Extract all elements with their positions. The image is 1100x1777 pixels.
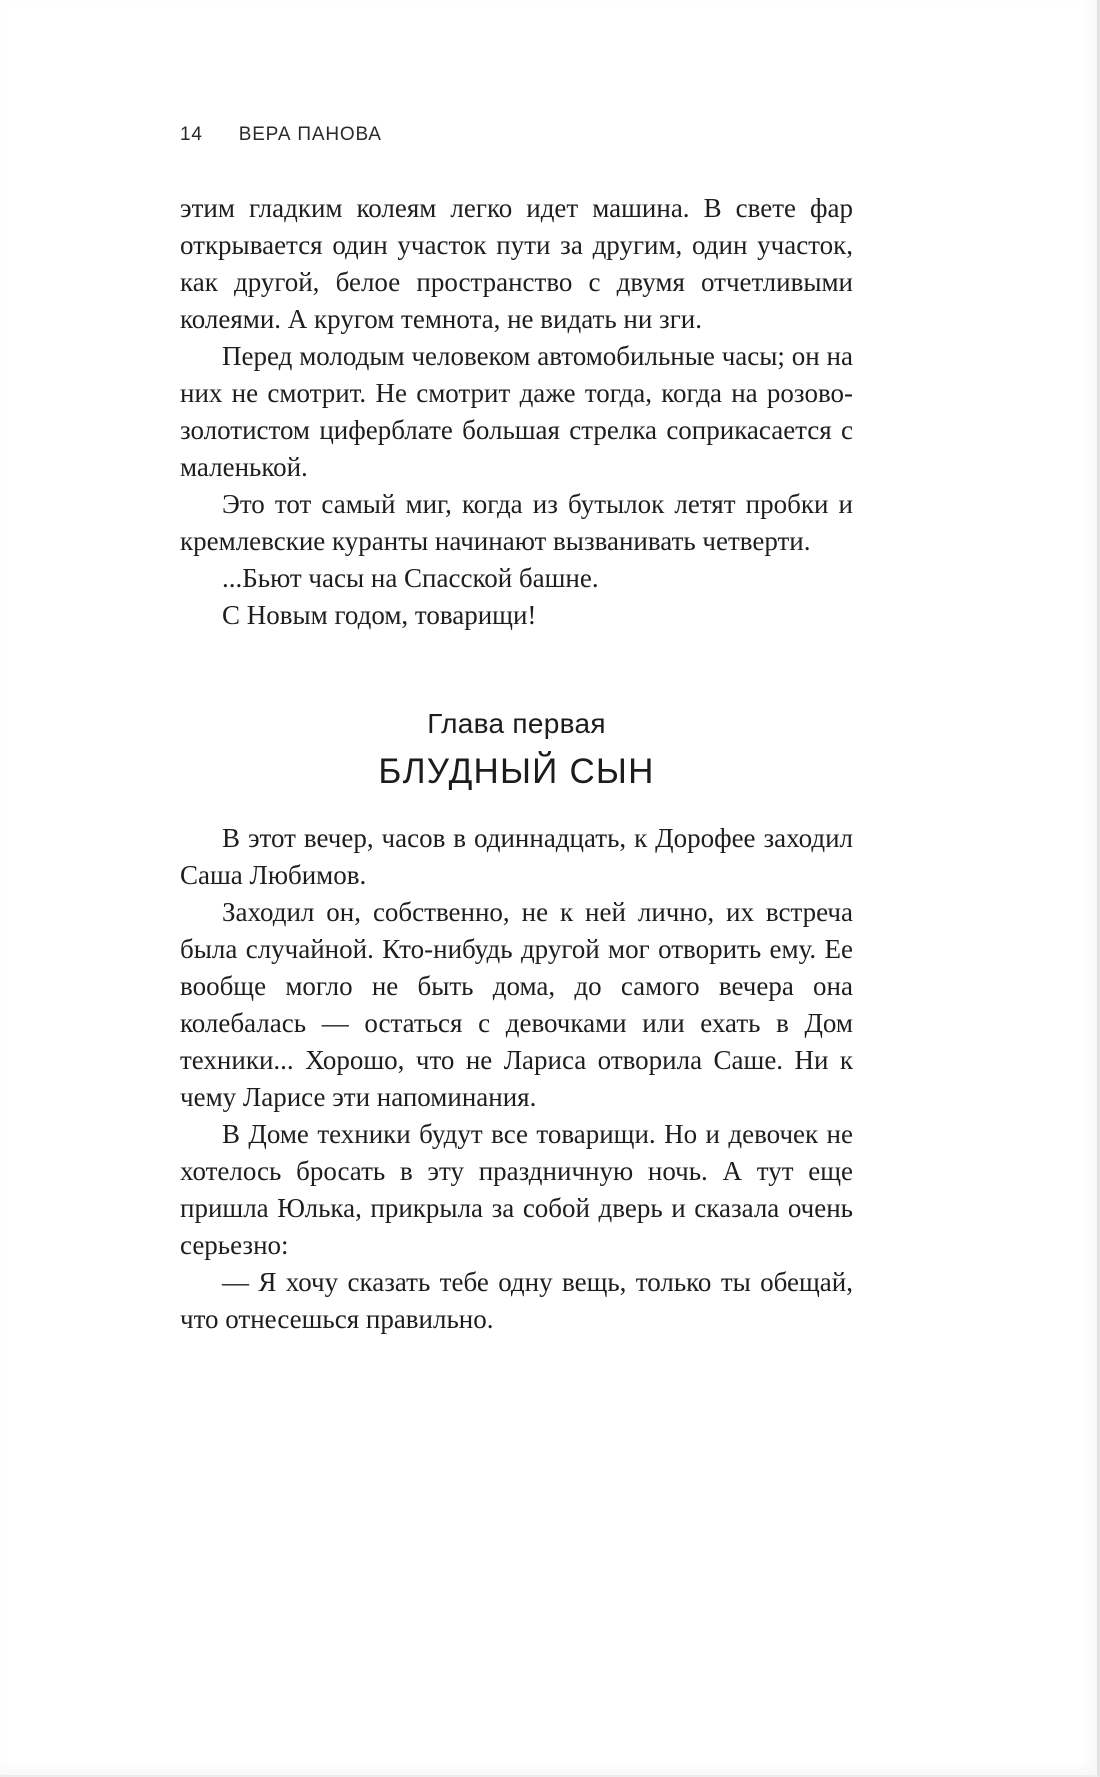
chapter-heading (180, 708, 853, 792)
paragraph: Заходил он, собственно, не к ней лично, их встреча была случайной. Кто-нибудь другой мог отворить ему. Ее вообще могло не быть дома, до самого вечера она колебалась — остаться с девочками или ехать в Дом техники... Хорошо, что не Лариса отворила Саше. Ни к чему Ларисе эти напоминания. (180, 897, 853, 1112)
text-block (180, 190, 853, 1338)
running-title: ВЕРА ПАНОВА (238, 124, 382, 145)
chapter-title: БЛУДНЫЙ СЫН (378, 752, 655, 791)
chapter-label: Глава первая (427, 708, 606, 739)
paragraph: В Доме техники будут все товарищи. Но и девочек не хотелось бросать в эту праздничную ночь. А тут еще пришла Юлька, прикрыла за собой дверь и сказала очень серьезно: (180, 1119, 853, 1260)
paragraph: В этот вечер, часов в одиннадцать, к Дорофее заходил Саша Любимов. (180, 823, 853, 890)
page-number: 14 (180, 124, 203, 145)
paragraph: С Новым годом, товарищи! (222, 600, 537, 630)
running-header (180, 124, 382, 146)
paragraph: — Я хочу сказать тебе одну вещь, только ты обещай, что отнесешься правильно. (180, 1267, 853, 1334)
paragraph: Это тот самый миг, когда из бутылок летят пробки и кремлевские куранты начинают вызванивать четверти. (180, 489, 853, 556)
paragraph: Перед молодым человеком автомобильные часы; он на них не смотрит. Не смотрит даже тогда, когда на розово-золотистом циферблате большая стрелка соприкасается с маленькой. (180, 341, 853, 482)
paragraph: этим гладким колеям легко идет машина. В свете фар открывается один участок пути за другим, один участок, как другой, белое пространство с двумя отчетливыми колеями. А кругом темнота, не видать ни зги. (180, 193, 853, 334)
paragraph: ...Бьют часы на Спасской башне. (222, 563, 599, 593)
